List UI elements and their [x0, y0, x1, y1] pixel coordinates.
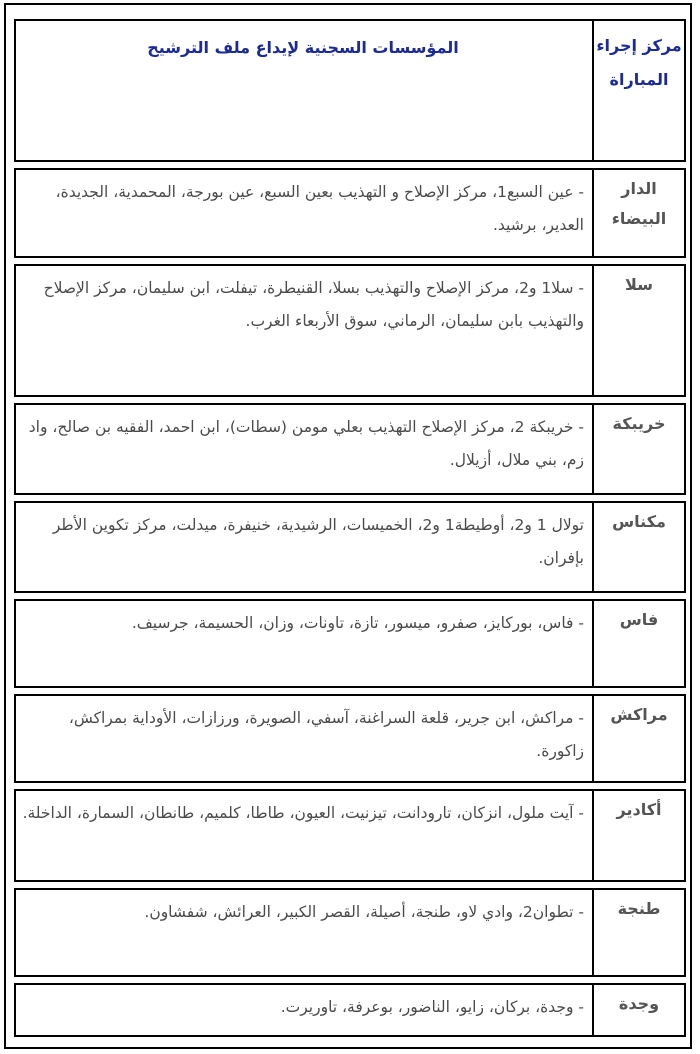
institutions-cell: - فاس، بوركايز، صفرو، ميسور، تازة، تاونات، وزان، الحسيمة، جرسيف.: [14, 599, 594, 689]
institutions-cell: - خريبكة 2، مركز الإصلاح التهذيب بعلي مومن (سطات)، ابن احمد، الفقيه بن صالح، واد زم، بني ملال، أزيلال.: [14, 403, 594, 495]
institutions-cell: - سلا1 و2، مركز الإصلاح والتهذيب بسلا، القنيطرة، تيفلت، ابن سليمان، مركز الإصلاح والتهذيب بابن سليمان، الرماني، سوق الأربعاء الغرب.: [14, 264, 594, 397]
center-cell: الدار البيضاء: [594, 168, 686, 258]
institutions-cell: تولال 1 و2، أوطيطة1 و2، الخميسات، الرشيدية، خنيفرة، ميدلت، مركز تكوين الأطر بإفران.: [14, 501, 594, 593]
institutions-cell: - تطوان2، وادي لاو، طنجة، أصيلة، القصر الكبير، العرائش، شفشاون.: [14, 888, 594, 978]
table-row: [14, 983, 686, 1037]
table-row: [14, 694, 686, 783]
center-cell: فاس: [594, 599, 686, 689]
institutions-cell: - وجدة، بركان، زايو، الناضور، بوعرفة، تاوريرت.: [14, 983, 594, 1037]
table-header-row: [14, 19, 686, 162]
center-cell: طنجة: [594, 888, 686, 978]
header-center-cell: مركز إجراء المباراة: [594, 19, 686, 162]
page-frame: [4, 3, 692, 1049]
table-row: [14, 501, 686, 593]
centers-table: [14, 13, 686, 1043]
center-cell: أكادير: [594, 789, 686, 882]
institutions-cell: - عين السبع1، مركز الإصلاح و التهذيب بعين السبع، عين بورجة، المحمدية، الجديدة، العدير، برشيد.: [14, 168, 594, 258]
institutions-cell: - مراكش، ابن جرير، قلعة السراغنة، آسفي، الصويرة، ورزازات، الأوداية بمراكش، زاكورة.: [14, 694, 594, 783]
table-row: [14, 264, 686, 397]
center-cell: مكناس: [594, 501, 686, 593]
center-cell: وجدة: [594, 983, 686, 1037]
institutions-cell: - آيت ملول، انزكان، تارودانت، تيزنيت، العيون، طاطا، كلميم، طانطان، السمارة، الداخلة.: [14, 789, 594, 882]
center-cell: سلا: [594, 264, 686, 397]
table-row: [14, 789, 686, 882]
table-row: [14, 888, 686, 978]
center-cell: خريبكة: [594, 403, 686, 495]
header-institutions-cell: المؤسسات السجنية لإيداع ملف الترشيح: [14, 19, 594, 162]
table-row: [14, 168, 686, 258]
table-row: [14, 403, 686, 495]
table-row: [14, 599, 686, 689]
center-cell: مراكش: [594, 694, 686, 783]
